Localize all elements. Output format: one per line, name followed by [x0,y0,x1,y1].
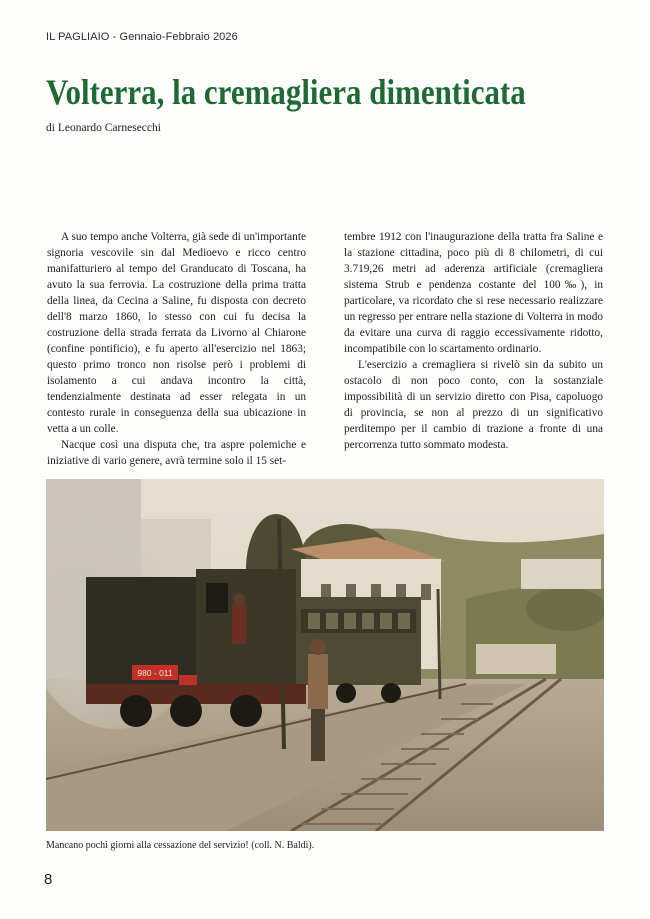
paragraph: A suo tempo anche Volterra, già sede di un'importante signoria vescovile sin dal Medioevo e ricco centro manifatturiero al tempo del Granducato di Toscana, ha avuto la sua ferrovia. La costruzione della prima tratta della linea, da Cecina a Saline, fu disposta con decreto dell'8 marzo 1860, lo stesso con cui fu decisa la costruzione della strada ferrata da Livorno al Chiarone (confine pontificio), e fu aperto all'esercizio nel 1863; questo primo tronco non risolse però i problemi di isolamento a cui andava incontro la città, tendenzialmente destinata ad esser relegata in un contesto rurale in conseguenza della sua ubicazione in vetta a un colle. [47,231,306,435]
page-number: 8 [44,871,53,888]
train-photograph [46,479,604,831]
article-title: Volterra, la cremagliera dimenticata [46,72,526,112]
paragraph: L'esercizio a cremagliera si rivelò sin da subito un ostacolo di non poco conto, con la sostanziale impossibilità di un servizio diretto con Pisa, capoluogo di provincia, se non al prezzo di un significativo perditempo per il cambio di trazione a fronte di una percorrenza tutto sommato modesta. [344,359,603,451]
photo-caption: Mancano pochi giorni alla cessazione del servizio! (coll. N. Baldi). [46,840,315,851]
locomotive-number-plate: 980 - 011 [137,668,173,678]
text-column-right [344,229,603,453]
paragraph: tembre 1912 con l'inaugurazione della tratta fra Saline e la stazione cittadina, poco più di 8 chilometri, di cui 3.719,26 metri ad aderenza artificiale (cremagliera sistema Strub e pendenza costante del 100‰), in particolare, va ricordato che si rese necessario realizzare un regresso per entrare nella stazione di Volterra in modo da evitare una curva di raggio eccessivamente ridotto, incompatibile con lo scartamento ordinario. [344,231,603,355]
text-column-left [47,229,306,469]
article-byline: di Leonardo Carnesecchi [46,122,161,134]
paragraph: Nacque così una disputa che, tra aspre polemiche e iniziative di vario genere, avrà termine solo il 15 set- [47,439,306,467]
running-head: IL PAGLIAIO - Gennaio-Febbraio 2026 [46,31,238,43]
